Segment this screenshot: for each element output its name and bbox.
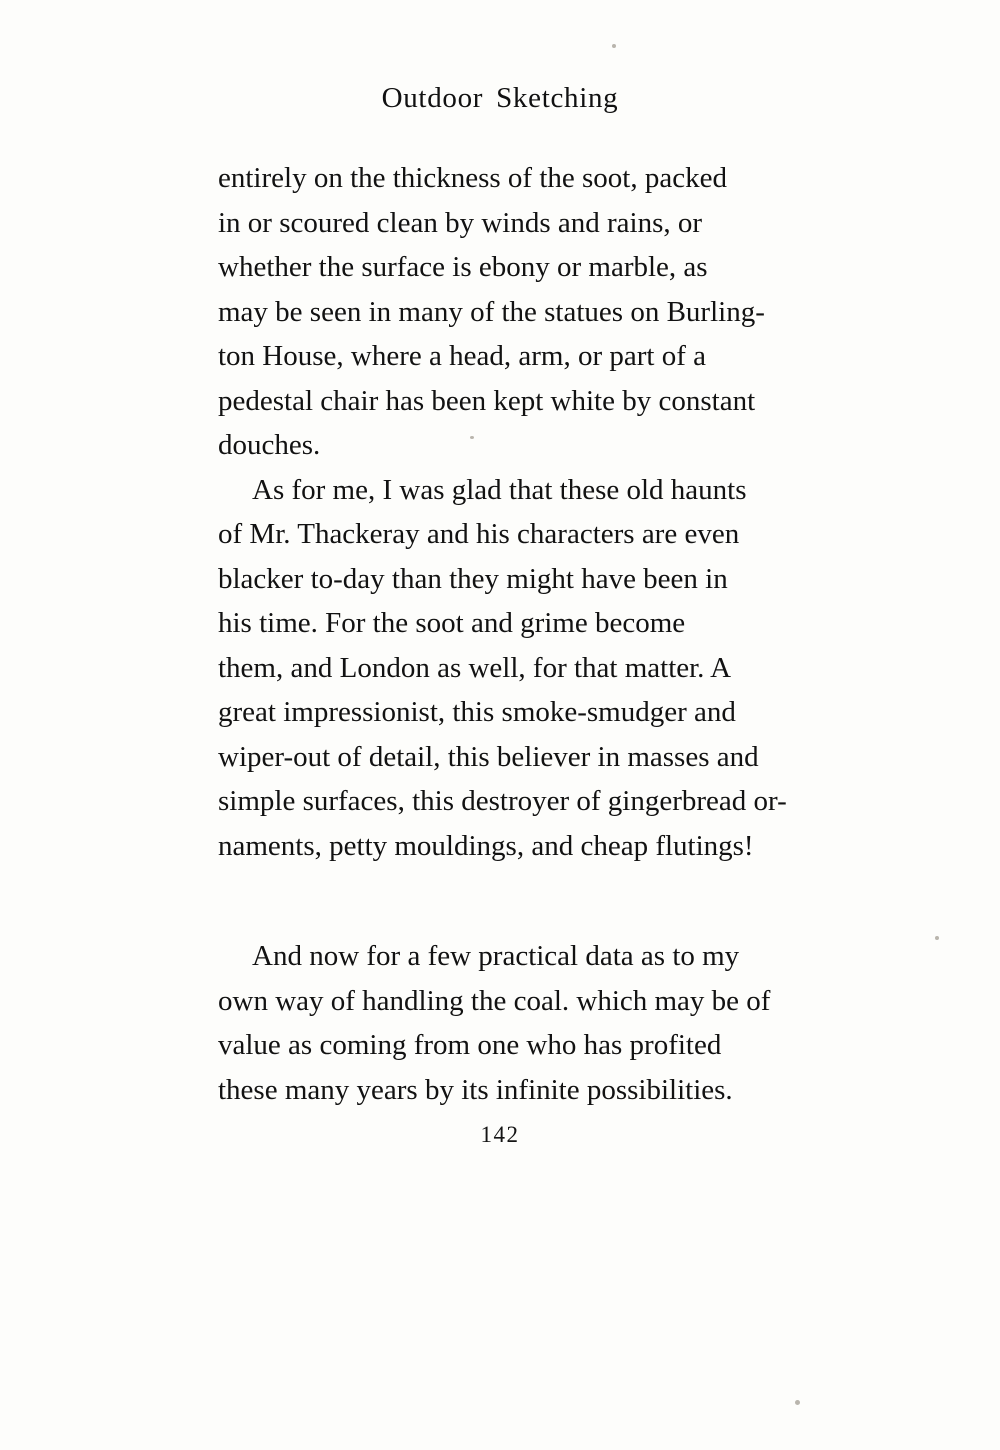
text-line: his time. For the soot and grime become — [218, 607, 686, 639]
text-line: value as coming from one who has profited — [218, 1029, 722, 1061]
page-number: 142 — [480, 1122, 520, 1147]
paragraph-1 — [218, 156, 878, 468]
paper-speck — [935, 936, 939, 940]
body-text-top — [218, 156, 878, 868]
text-line: pedestal chair has been kept white by constant — [218, 384, 756, 417]
paper-speck — [795, 1400, 800, 1405]
text-line: whether the surface is ebony or marble, as — [218, 251, 708, 283]
running-head: Outdoor Sketching — [381, 82, 619, 114]
text-line: wiper-out of detail, this believer in masses and — [218, 740, 759, 773]
text-line: them, and London as well, for that matter. A — [218, 651, 732, 684]
paragraph-3 — [218, 934, 878, 1112]
text-line: simple surfaces, this destroyer of gingerbread or- — [218, 785, 787, 817]
text-line: As for me, I was glad that these old haunts — [252, 473, 747, 506]
text-line: these many years by its infinite possibilities. — [218, 1073, 733, 1106]
paragraph-2 — [218, 468, 878, 869]
paper-speck — [612, 44, 616, 48]
text-line: ton House, where a head, arm, or part of a — [218, 340, 706, 372]
text-line: of Mr. Thackeray and his characters are even — [218, 518, 740, 550]
body-text-bottom — [218, 934, 878, 1112]
text-line: naments, petty mouldings, and cheap flutings! — [218, 829, 754, 862]
text-line: own way of handling the coal. which may be of — [218, 984, 771, 1017]
text-line: entirely on the thickness of the soot, packed — [218, 162, 727, 194]
text-line: may be seen in many of the statues on Burling- — [218, 295, 765, 328]
text-line: blacker to-day than they might have been in — [218, 562, 728, 595]
text-line: in or scoured clean by winds and rains, or — [218, 206, 703, 239]
text-line: And now for a few practical data as to my — [252, 940, 740, 972]
text-line: great impressionist, this smoke-smudger and — [218, 696, 736, 728]
text-line: douches. — [218, 429, 321, 461]
